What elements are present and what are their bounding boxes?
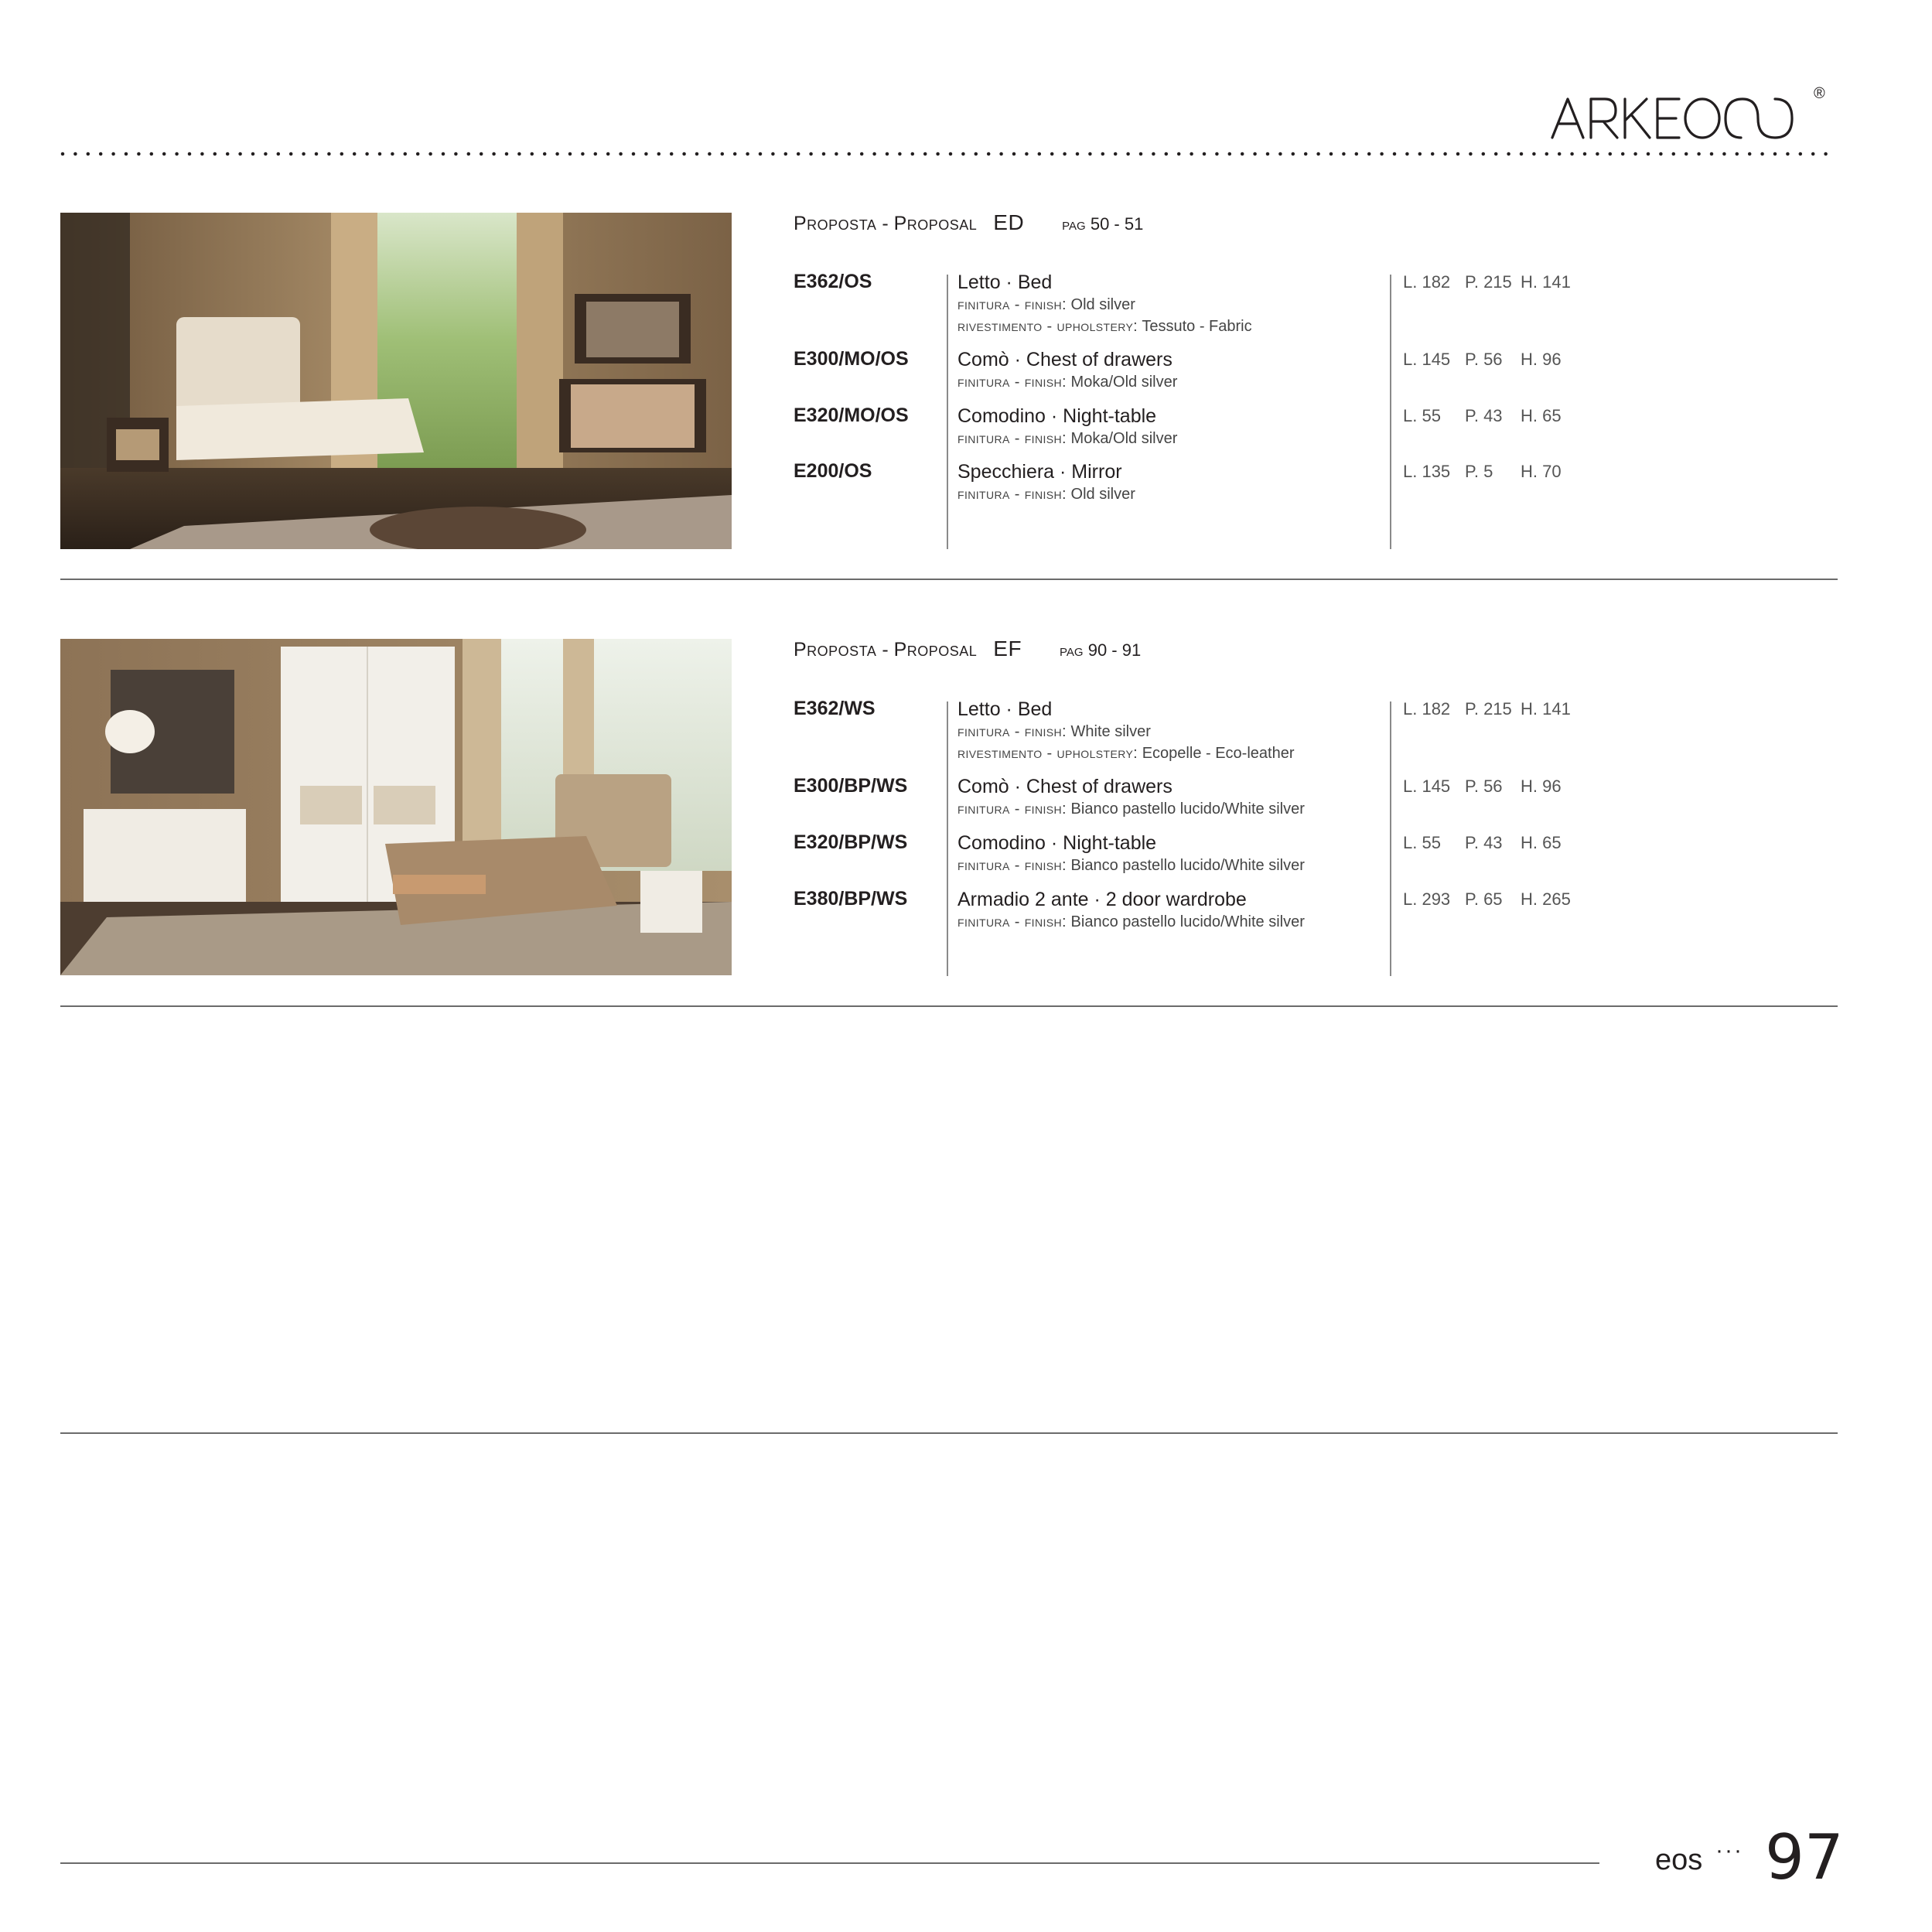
dim-length: L. 182: [1403, 699, 1451, 719]
dim-depth: P. 43: [1465, 406, 1503, 425]
product-description: [957, 460, 1135, 505]
pag-range: 50 - 51: [1090, 214, 1144, 234]
dim-height: H. 65: [1521, 406, 1562, 425]
proposal-label-en: Proposal: [893, 639, 978, 660]
proposal-ef-photo: [60, 639, 732, 975]
dim-depth: P. 65: [1465, 889, 1503, 909]
product-code: E200/OS: [794, 460, 872, 482]
proposal-label-it: Proposta: [794, 639, 877, 660]
product-detail: finitura - finish: Old silver: [957, 486, 1135, 503]
product-detail: finitura - finish: Moka/Old silver: [957, 374, 1178, 391]
product-description: [957, 775, 1305, 820]
dim-height: H. 65: [1521, 833, 1562, 852]
product-detail: finitura - finish: Bianco pastello lucido/White silver: [957, 913, 1305, 930]
section-rule: [60, 1005, 1838, 1007]
product-name: Specchiera · Mirror: [957, 461, 1122, 483]
product-detail: finitura - finish: Bianco pastello lucido/White silver: [957, 857, 1305, 874]
product-detail: finitura - finish: White silver: [957, 723, 1151, 740]
product-name: Comodino · Night-table: [957, 405, 1157, 427]
footer-rule: [60, 1862, 1599, 1864]
product-code: E320/BP/WS: [794, 831, 908, 853]
dim-length: L. 55: [1403, 833, 1441, 852]
pag-label: pag: [1062, 214, 1086, 234]
product-code: E362/OS: [794, 271, 872, 292]
pag-label: pag: [1060, 640, 1084, 660]
proposal-code: EF: [993, 637, 1022, 660]
footer-dots: ···: [1715, 1838, 1743, 1863]
proposal-ed-photo: [60, 213, 732, 549]
dim-height: H. 96: [1521, 350, 1562, 369]
proposal-code: ED: [993, 210, 1025, 234]
product-name: Comò · Chest of drawers: [957, 776, 1173, 797]
product-name: Letto · Bed: [957, 271, 1053, 293]
proposal-ef-header: [794, 637, 1141, 661]
proposal-label-it: Proposta: [794, 213, 877, 234]
proposal-separator: -: [882, 639, 889, 660]
dim-depth: P. 215: [1465, 272, 1512, 292]
product-detail: rivestimento - upholstery: Tessuto - Fabric: [957, 318, 1252, 335]
dim-length: L. 135: [1403, 462, 1451, 481]
dim-length: L. 55: [1403, 406, 1441, 425]
divider-left: [947, 701, 948, 976]
proposal-separator: -: [882, 213, 889, 234]
product-description: [957, 271, 1252, 337]
dim-depth: P. 5: [1465, 462, 1493, 481]
dim-length: L. 145: [1403, 350, 1451, 369]
product-detail: finitura - finish: Moka/Old silver: [957, 430, 1178, 447]
arkeos-logo-mark: [1551, 87, 1837, 148]
product-description: [957, 404, 1177, 449]
product-code: E380/BP/WS: [794, 888, 908, 910]
dim-height: H. 141: [1521, 272, 1571, 292]
product-code: E300/MO/OS: [794, 348, 909, 370]
product-code: E320/MO/OS: [794, 404, 909, 426]
divider-right: [1390, 701, 1391, 976]
dim-depth: P. 56: [1465, 777, 1503, 796]
dim-length: L. 293: [1403, 889, 1451, 909]
section-rule: [60, 579, 1838, 580]
page-number: 97: [1765, 1821, 1844, 1893]
dim-height: H. 265: [1521, 889, 1571, 909]
product-code: E300/BP/WS: [794, 775, 908, 797]
registered-mark: ®: [1814, 85, 1825, 102]
brand-logo: [1551, 87, 1837, 148]
product-detail: finitura - finish: Bianco pastello lucido/White silver: [957, 800, 1305, 818]
section-rule: [60, 1432, 1838, 1434]
product-detail: rivestimento - upholstery: Ecopelle - Eco-leather: [957, 745, 1295, 762]
product-name: Letto · Bed: [957, 698, 1053, 720]
divider-right: [1390, 275, 1391, 549]
dim-length: L. 182: [1403, 272, 1451, 292]
dotted-header-rule: [60, 151, 1838, 157]
dim-depth: P. 43: [1465, 833, 1503, 852]
product-name: Armadio 2 ante · 2 door wardrobe: [957, 889, 1247, 910]
product-description: [957, 698, 1295, 764]
dim-length: L. 145: [1403, 777, 1451, 796]
dim-height: H. 96: [1521, 777, 1562, 796]
dim-depth: P. 56: [1465, 350, 1503, 369]
product-description: [957, 888, 1305, 933]
dim-height: H. 141: [1521, 699, 1571, 719]
proposal-ed-header: [794, 210, 1143, 235]
pag-range: 90 - 91: [1087, 640, 1142, 660]
product-name: Comodino · Night-table: [957, 832, 1157, 854]
product-description: [957, 831, 1305, 876]
product-detail: finitura - finish: Old silver: [957, 296, 1135, 313]
dim-depth: P. 215: [1465, 699, 1512, 719]
proposal-label-en: Proposal: [893, 213, 978, 234]
divider-left: [947, 275, 948, 549]
product-name: Comò · Chest of drawers: [957, 349, 1173, 370]
product-code: E362/WS: [794, 698, 876, 719]
product-description: [957, 348, 1177, 393]
footer-collection: eos: [1655, 1844, 1703, 1876]
dim-height: H. 70: [1521, 462, 1562, 481]
